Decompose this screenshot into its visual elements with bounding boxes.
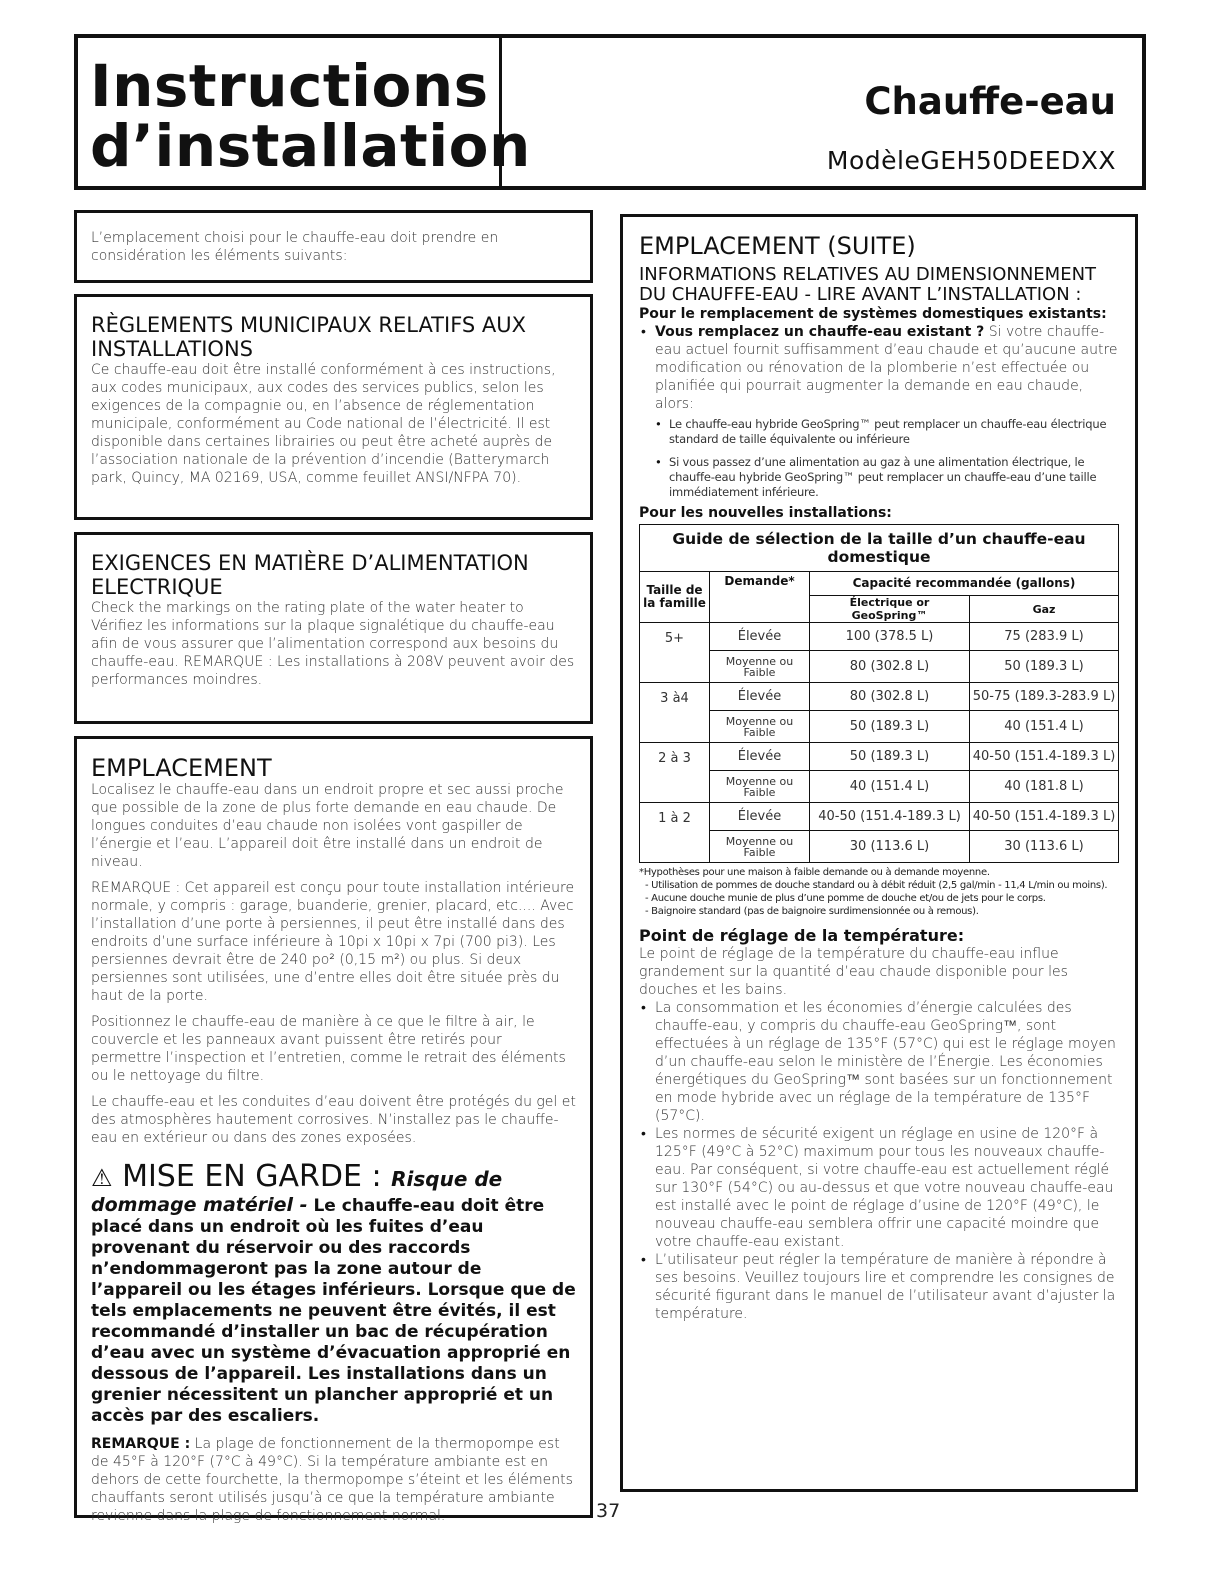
electric-cell: 50 (189.3 L) xyxy=(810,711,970,743)
title-line-1: Instructions xyxy=(90,52,489,120)
demand-cell: Élevée xyxy=(710,803,810,831)
table-row xyxy=(640,623,1119,651)
family-cell: 3 à4 xyxy=(640,683,710,743)
electric-cell: 80 (302.8 L) xyxy=(810,683,970,711)
warning-triangle-icon: ⚠ xyxy=(91,1164,113,1192)
warning-subtitle: Risque de xyxy=(391,1167,503,1191)
gas-cell: 75 (283.9 L) xyxy=(970,623,1119,651)
demand-cell: Élevée xyxy=(710,623,810,651)
replacement-list xyxy=(639,323,1119,413)
table-row xyxy=(640,803,1119,831)
electric-cell: 30 (113.6 L) xyxy=(810,831,970,863)
location-paragraph-4: Le chauffe-eau et les conduites d’eau doivent être protégés du gel et des atmosphères hautement corrosives. N’installez pas le chauffe-eau en extérieur ou dans des zones exposées. xyxy=(91,1094,576,1146)
footnote: - Baignoire standard (pas de baignoire surdimensionnée ou à remous). xyxy=(645,906,979,917)
table-footnotes xyxy=(639,866,1119,918)
location-heading: EMPLACEMENT xyxy=(91,754,272,782)
warning-body xyxy=(91,1195,576,1427)
note-label: REMARQUE : xyxy=(91,1436,191,1452)
page-header xyxy=(74,34,1146,190)
codes-section xyxy=(74,294,593,520)
temperature-bullet-3: • L’utilisateur peut régler la température de manière à répondre à ses besoins. Veuillez toujours lire et comprendre les consignes de sécurité figurant dans le manuel de l’utilisateur avant d’ajuster la température. xyxy=(639,1251,1119,1323)
electric-cell: 40 (151.4 L) xyxy=(810,771,970,803)
page-title xyxy=(90,52,531,180)
col-demand-header: Demande* xyxy=(710,572,810,623)
gas-cell: 50 (189.3 L) xyxy=(970,651,1119,683)
electric-cell: 50 (189.3 L) xyxy=(810,743,970,771)
electrical-heading: EXIGENCES EN MATIÈRE D’ALIMENTATION ELECTRIQUE xyxy=(91,551,529,599)
col-family-header: Taille de la famille xyxy=(640,572,710,623)
footnote: - Utilisation de pommes de douche standard ou à débit réduit (2,5 gal/min - 11,4 L/min ou moins). xyxy=(645,880,1108,891)
page-number: 37 xyxy=(596,1500,621,1522)
table-row xyxy=(640,831,1119,863)
note-text: La plage de fonctionnement de la thermopompe est de 45°F à 120°F (7°C à 49°C). Si la température ambiante est en dehors de cette fourchette, la thermopompe s’éteint et les éléments chauffants seront utilisés jusqu’à ce que la température ambiante revienne dans la plage de fonctionnement normal. xyxy=(91,1436,573,1524)
header-divider xyxy=(499,38,502,186)
size-selection-table xyxy=(639,524,1119,863)
table-row xyxy=(640,771,1119,803)
demand-cell: Moyenne ou Faible xyxy=(710,711,810,743)
model-number: ModèleGEH50DEEDXX xyxy=(826,146,1116,175)
gas-cell: 50-75 (189.3-283.9 L) xyxy=(970,683,1119,711)
replacement-heading: Pour le remplacement de systèmes domestiques existants: xyxy=(639,306,1107,322)
location-paragraph-3: Positionnez le chauffe-eau de manière à ce que le filtre à air, le couvercle et les panneaux avant puissent être retirés pour permettre l’inspection et l’entretien, comme le retrait des éléments ou le nettoyage du filtre. xyxy=(91,1014,566,1084)
location-note xyxy=(91,1435,576,1525)
product-name: Chauffe-eau xyxy=(864,80,1116,123)
sub-bullet-1: • Le chauffe-eau hybride GeoSpring™ peut remplacer un chauffe-eau électrique standard de taille équivalente ou inférieure xyxy=(653,417,1119,447)
warning-text: Le chauffe-eau doit être placé dans un endroit où les fuites d’eau provenant du réservoir ou des raccords n’endommageront pas la zone autour de l’appareil ou les étages inférieurs. Lorsque que de tels emplacements ne peuvent être évités, il est recommandé d’installer un bac de récupération d’eau avec un système d’évacuation approprié en dessous de l’appareil. Les installations dans un grenier nécessitent un plancher approprié et un accès par des escaliers. xyxy=(91,1196,576,1426)
warning-subtitle-2: dommage matériel - xyxy=(91,1194,308,1216)
demand-cell: Moyenne ou Faible xyxy=(710,771,810,803)
col-electric-header: Électrique or GeoSpring™ xyxy=(810,596,970,623)
location-section xyxy=(74,736,593,1524)
col-gas-header: Gaz xyxy=(970,596,1119,623)
intro-text: L’emplacement choisi pour le chauffe-eau doit prendre en considération les éléments suivants: xyxy=(91,230,499,264)
gas-cell: 40 (181.8 L) xyxy=(970,771,1119,803)
table-row xyxy=(640,743,1119,771)
family-cell: 5+ xyxy=(640,623,710,683)
replacement-item xyxy=(639,323,1119,413)
electric-cell: 40-50 (151.4-189.3 L) xyxy=(810,803,970,831)
col-capacity-header: Capacité recommandée (gallons) xyxy=(810,572,1119,596)
demand-cell: Élevée xyxy=(710,683,810,711)
codes-body: Ce chauffe-eau doit être installé conformément à ces instructions, aux codes municipaux, aux codes des services publics, selon les exigences de la compagnie ou, en l’absence de réglementation municipale, conformément au Code national de l’électricité. Il est disponible dans certaines librairies ou peut être acheté auprès de l’association nationale de la prévention d’incendie (Batterymarch park, Quincy, MA 02169, USA, comme feuillet ANSI/NFPA 70). xyxy=(91,362,556,486)
gas-cell: 30 (113.6 L) xyxy=(970,831,1119,863)
electric-cell: 80 (302.8 L) xyxy=(810,651,970,683)
temperature-intro: Le point de réglage de la température du chauffe-eau influe grandement sur la quantité d’eau chaude disponible pour les douches et les bains. xyxy=(639,946,1068,998)
electrical-section xyxy=(74,532,593,724)
electric-cell: 100 (378.5 L) xyxy=(810,623,970,651)
title-line-2: d’installation xyxy=(90,112,531,180)
gas-cell: 40 (151.4 L) xyxy=(970,711,1119,743)
intro-box xyxy=(74,210,593,283)
demand-cell: Élevée xyxy=(710,743,810,771)
table-row xyxy=(640,711,1119,743)
demand-cell: Moyenne ou Faible xyxy=(710,831,810,863)
demand-cell: Moyenne ou Faible xyxy=(710,651,810,683)
new-installations-heading: Pour les nouvelles installations: xyxy=(639,505,892,521)
location-paragraph-1: Localisez le chauffe-eau dans un endroit propre et sec aussi proche que possible de la zone de plus forte demande en eau chaude. De longues conduites d’eau chaude non isolées vont gaspiller de l’énergie et l’eau. L’appareil doit être installé dans un endroit de niveau. xyxy=(91,782,564,870)
replacement-question: Vous remplacez un chauffe-eau existant ? xyxy=(655,324,985,340)
electrical-body: Check the markings on the rating plate of the water heater to Vérifiez les informations sur la plaque signalétique du chauffe-eau afin de vous assurer que l’alimentation correspond aux besoins du chauffe-eau. REMARQUE : Les installations à 208V peuvent avoir des performances moindres. xyxy=(91,600,575,688)
family-cell: 1 à 2 xyxy=(640,803,710,863)
temperature-bullet-2: • Les normes de sécurité exigent un réglage en usine de 120°F à 125°F (49°C à 52°C) maximum pour tous les nouveaux chauffe-eau. Par conséquent, si votre chauffe-eau est actuellement réglé sur 130°F (54°C) ou au-dessus et que votre nouveau chauffe-eau est installé avec le point de réglage d’usine de 120°F (49°C), le nouveau chauffe-eau semblera offrir une capacité moindre que votre chauffe-eau existant. xyxy=(639,1125,1119,1251)
gas-cell: 40-50 (151.4-189.3 L) xyxy=(970,803,1119,831)
location-cont-heading: EMPLACEMENT (SUITE) xyxy=(639,232,916,260)
warning-heading xyxy=(91,1161,576,1195)
gas-cell: 40-50 (151.4-189.3 L) xyxy=(970,743,1119,771)
location-paragraph-2: REMARQUE : Cet appareil est conçu pour toute installation intérieure normale, y compris : garage, buanderie, grenier, placard, etc.... Avec l’installation d’une porte à persiennes, il peut être installé dans des endroits d’une surface inférieure à 10pi x 10pi x 7pi (700 pi3). Les persiennes devrait être de 240 po² (0,15 m²) ou plus. Si deux persiennes sont utilisées, une d’entre elles doit être située près du haut de la porte. xyxy=(91,880,575,1004)
location-cont-section xyxy=(620,214,1138,1492)
codes-heading: RÈGLEMENTS MUNICIPAUX RELATIFS AUX INSTALLATIONS xyxy=(91,313,527,361)
replacement-text: Si votre chauffe-eau actuel fournit suffisamment d’eau chaude et qu’aucune autre modification ou rénovation de la plomberie n’est effectuée ou planifiée qui pourrait augmenter la demande en eau chaude, alors: xyxy=(655,324,1118,412)
warning-word: MISE EN GARDE : xyxy=(122,1159,382,1194)
temperature-list xyxy=(639,999,1119,1323)
temperature-bullet-1: • La consommation et les économies d’énergie calculées des chauffe-eau, y compris du chauffe-eau GeoSpring™, sont effectuées à un réglage de 135°F (57°C) qui est le réglage moyen d’un chauffe-eau selon le ministère de l’Énergie. Les économies énergétiques du GeoSpring™ sont basées sur un fonctionnement en mode hybride avec un réglage de la température de 135°F (57°C). xyxy=(639,999,1119,1125)
footnote: - Aucune douche munie de plus d’une pomme de douche et/ou de jets pour le corps. xyxy=(645,893,1046,904)
sizing-subtitle: INFORMATIONS RELATIVES AU DIMENSIONNEMENT DU CHAUFFE-EAU - LIRE AVANT L’INSTALLATION : xyxy=(639,264,1097,305)
table-title: Guide de sélection de la taille d’un chauffe-eau domestique xyxy=(640,525,1119,572)
footnote: *Hypothèses pour une maison à faible demande ou à demande moyenne. xyxy=(639,867,990,878)
family-cell: 2 à 3 xyxy=(640,743,710,803)
sub-bullet-2: • Si vous passez d’une alimentation au gaz à une alimentation électrique, le chauffe-eau hybride GeoSpring™ peut remplacer un chauffe-eau d’une taille immédiatement inférieure. xyxy=(653,455,1119,500)
temperature-heading: Point de réglage de la température: xyxy=(639,926,965,945)
replacement-sub-list xyxy=(639,417,1119,500)
table-row xyxy=(640,651,1119,683)
table-row xyxy=(640,683,1119,711)
